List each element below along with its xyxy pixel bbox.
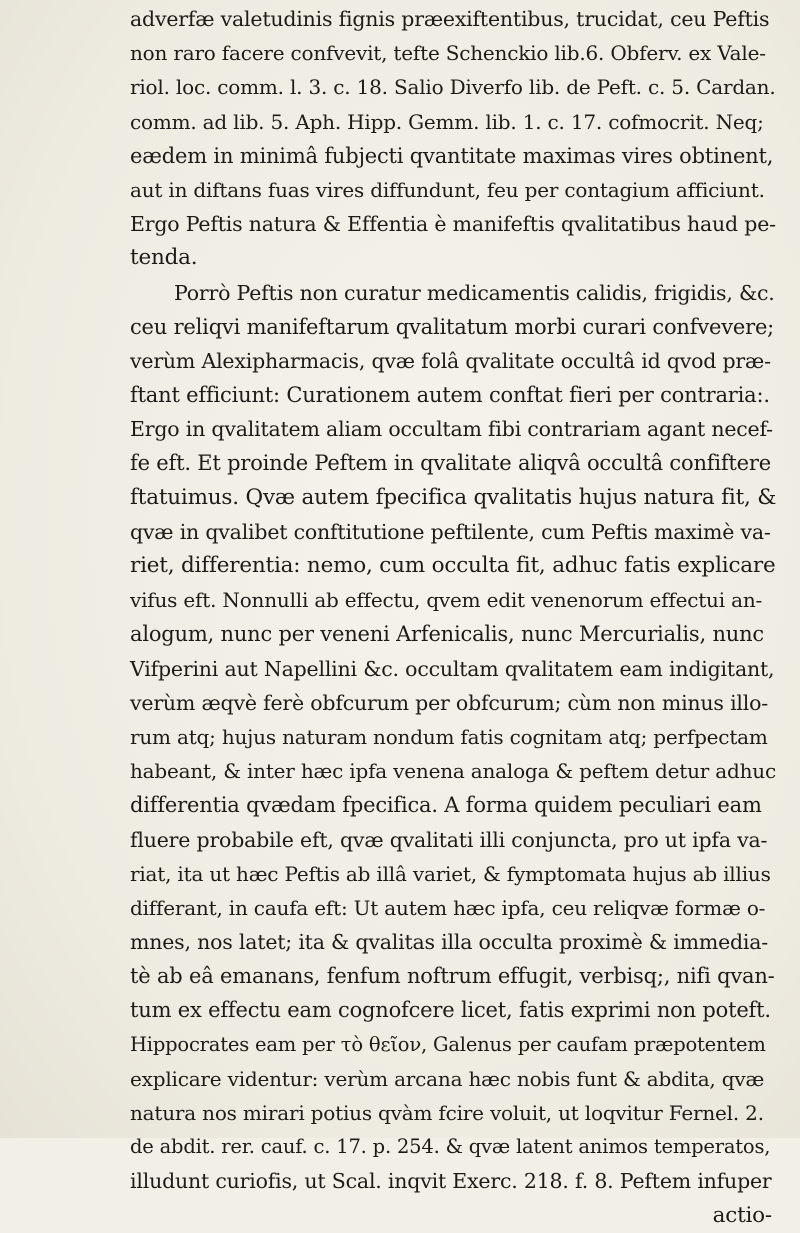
text-line: verùm Alexipharmacis, qvæ folâ qvalitate occultâ id qvod præ-: [130, 348, 771, 373]
text-line: Vifperini aut Napellini &c. occultam qvalitatem eam indigitant,: [130, 656, 775, 681]
text-line: ftatuimus. Qvæ autem fpecifica qvalitatis hujus natura fit, &: [130, 484, 777, 510]
text-line: differentia qvædam fpecifica. A forma quidem peculiari eam: [130, 793, 762, 818]
text-line: eædem in minimâ fubjecti qvantitate maximas vires obtinent,: [130, 143, 774, 168]
text-line: tenda.: [130, 245, 198, 271]
text-line: ceu reliqvi manifeftarum qvalitatum morbi curari confvevere;: [130, 314, 775, 339]
text-line: qvæ in qvalibet conftitutione peftilente, cum Peftis maximè va-: [130, 519, 771, 544]
text-line: tè ab eâ emanans, fenfum noftrum effugit, verbisq;, nifi qvan-: [130, 964, 775, 989]
text-line: explicare videntur: verùm arcana hæc nobis funt & abdita, qvæ: [130, 1066, 765, 1091]
text-line: habeant, & inter hæc ipfa venena analoga & peftem detur adhuc: [130, 759, 776, 784]
text-line: aut in diftans fuas vires diffundunt, feu per contagium afficiunt.: [130, 177, 765, 202]
text-line: rum atq; hujus naturam nondum fatis cognitam atq; perfpectam: [130, 724, 768, 749]
text-line: natura nos mirari potius qvàm fcire voluit, ut loqvitur Fernel. 2.: [130, 1101, 764, 1125]
text-line: vifus eft. Nonnulli ab effectu, qvem edit venenorum effectui an-: [130, 588, 763, 613]
text-line: comm. ad lib. 5. Aph. Hipp. Gemm. lib. 1. c. 17. cofmocrit. Neq;: [130, 109, 764, 134]
catchword: actio-: [712, 1202, 772, 1228]
text-line: de abdit. rer. cauf. c. 17. p. 254. & qvæ latent animos temperatos,: [130, 1135, 771, 1159]
text-line: Hippocrates eam per τὸ θεῖον, Galenus per caufam præpotentem: [130, 1032, 766, 1056]
text-line: illudunt curiofis, ut Scal. inqvit Exerc. 218. f. 8. Peftem infuper: [130, 1169, 772, 1194]
text-block: [130, 2, 776, 1233]
text-line: riol. loc. comm. l. 3. c. 18. Salio Diverfo lib. de Peft. c. 5. Cardan.: [130, 75, 776, 100]
text-line: non raro facere confvevit, tefte Schenckio lib.6. Obferv. ex Vale-: [130, 41, 766, 66]
text-line: Porrò Peftis non curatur medicamentis calidis, frigidis, &c.: [174, 280, 775, 305]
text-line: riet, differentia: nemo, cum occulta fit, adhuc fatis explicare: [130, 553, 776, 578]
text-line: fe eft. Et proinde Peftem in qvalitate aliqvâ occultâ confiftere: [130, 451, 771, 476]
text-line: Ergo in qvalitatem aliam occultam fibi contrariam agant necef-: [130, 417, 773, 442]
text-line: Ergo Peftis natura & Effentia è manifeftis qvalitatibus haud pe-: [130, 212, 776, 237]
text-line: adverfæ valetudinis fignis præexiftentibus, trucidat, ceu Peftis: [130, 7, 770, 31]
text-line: mnes, nos latet; ita & qvalitas illa occulta proximè & immedia-: [130, 930, 769, 955]
text-line: tum ex effectu eam cognofcere licet, fatis exprimi non poteft.: [130, 998, 771, 1023]
text-line: alogum, nunc per veneni Arfenicalis, nunc Mercurialis, nunc: [130, 622, 764, 647]
text-line: ftant efficiunt: Curationem autem conftat fieri per contraria:.: [130, 383, 770, 408]
text-line: fluere probabile eft, qvæ qvalitati illi conjuncta, pro ut ipfa va-: [130, 827, 768, 852]
text-line: verùm æqvè ferè obfcurum per obfcurum; cùm non minus illo-: [130, 690, 769, 715]
text-line: differant, in caufa eft: Ut autem hæc ipfa, ceu reliqvæ formæ o-: [130, 895, 766, 920]
text-line: riat, ita ut hæc Peftis ab illâ variet, & fymptomata hujus ab illius: [130, 861, 771, 886]
